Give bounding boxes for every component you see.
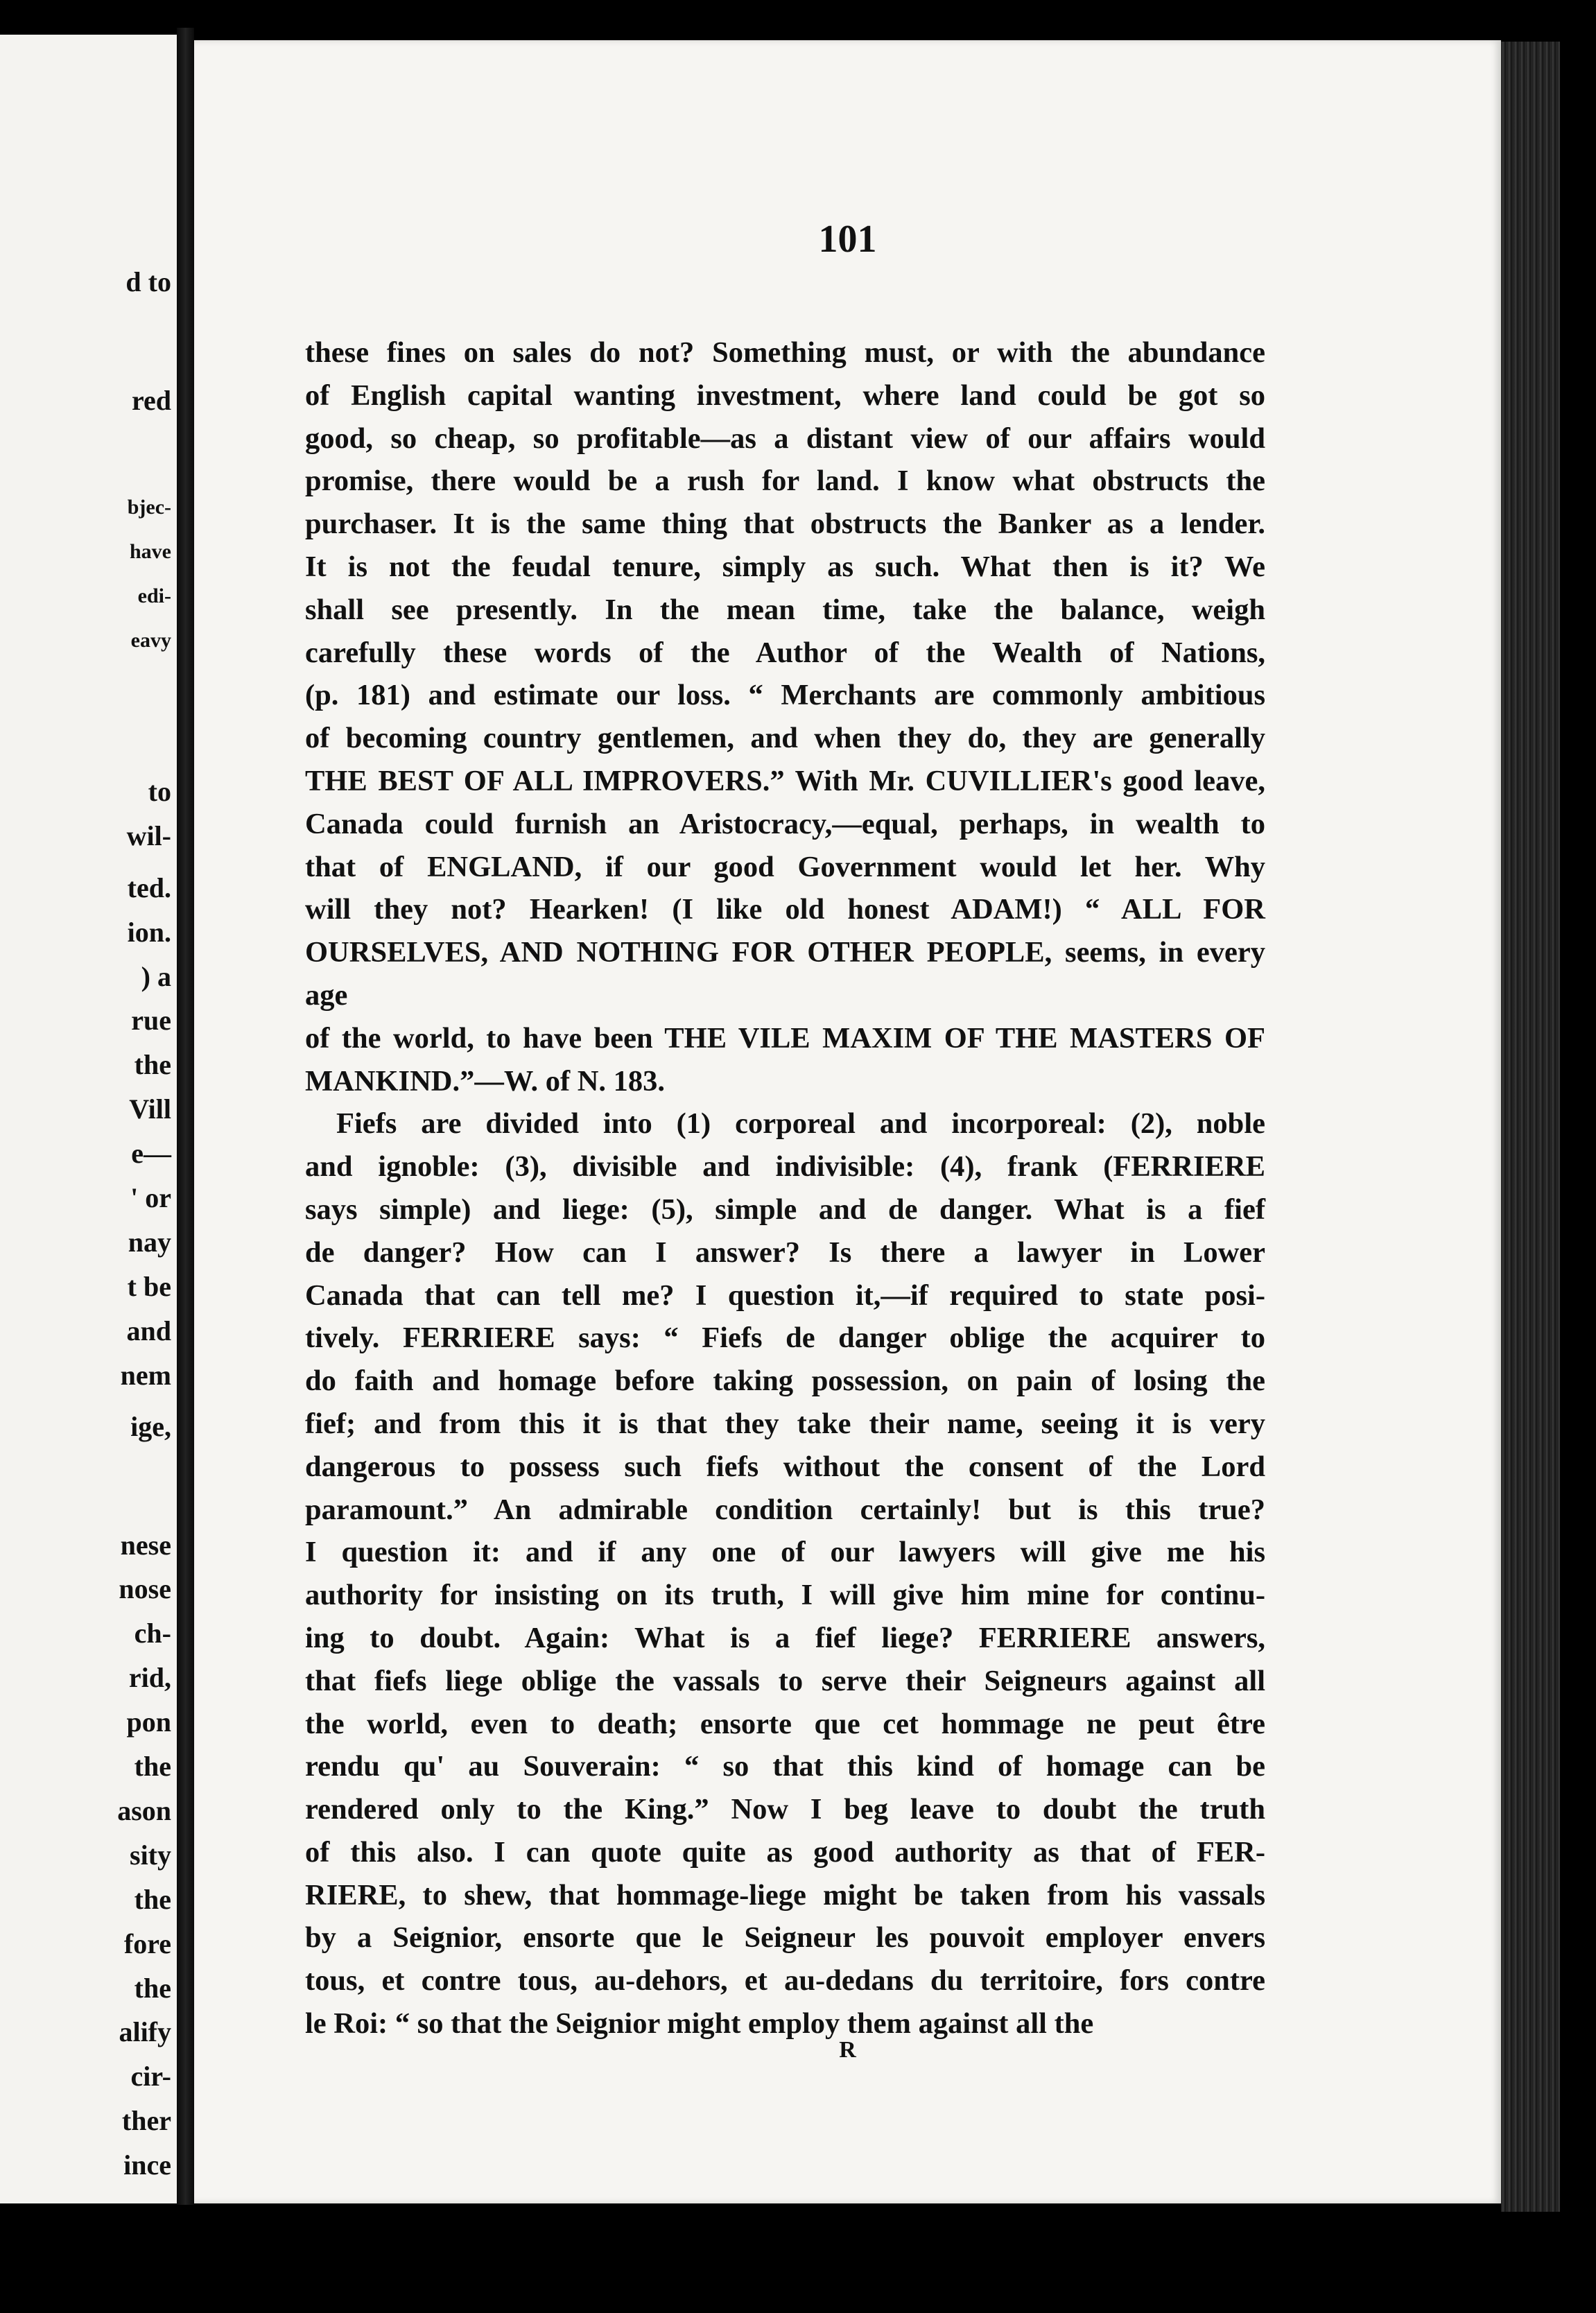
- text-line: do faith and homage before taking possession, on pain of losing the: [305, 1365, 1265, 1398]
- left-page-text-fragment: ion.: [127, 916, 171, 948]
- left-page-text-fragment: ason: [117, 1794, 171, 1826]
- text-line: of becoming country gentlemen, and when they do, they are generally: [305, 722, 1265, 755]
- left-page-text-fragment: to: [148, 776, 171, 808]
- left-page-text-fragment: the: [134, 1883, 171, 1915]
- left-page-text-fragment: t be: [127, 1270, 171, 1302]
- text-line: Fiefs are divided into (1) corporeal and incorporeal: (2), noble: [336, 1107, 1265, 1141]
- text-line: Canada could furnish an Aristocracy,—equal, perhaps, in wealth to: [305, 807, 1265, 840]
- left-page-text-fragment: ince: [123, 2149, 171, 2181]
- left-page-text-fragment: Vill: [129, 1093, 171, 1125]
- left-page-text-fragment: the: [134, 1972, 171, 2004]
- text-line: fief; and from this it is that they take their name, seeing it is very: [305, 1407, 1265, 1440]
- text-line: dangerous to possess such fiefs without the consent of the Lord: [305, 1450, 1265, 1483]
- left-page-text-fragment: edi-: [137, 584, 171, 607]
- left-page-text-fragment: ) a: [141, 960, 171, 992]
- text-line: RIERE, to shew, that hommage-liege might be taken from his vassals: [305, 1878, 1265, 1912]
- text-line: OURSELVES, AND NOTHING FOR OTHER PEOPLE, seems, in every age: [305, 936, 1265, 1012]
- left-page-text-fragment: rue: [131, 1005, 171, 1037]
- text-line: rendered only to the King.” Now I beg leave to doubt the truth: [305, 1793, 1265, 1826]
- left-page-text-fragment: the: [134, 1049, 171, 1081]
- text-line: by a Seignior, ensorte que le Seigneur les pouvoit employer envers: [305, 1921, 1265, 1955]
- left-page-text-fragment: fore: [123, 1928, 171, 1959]
- text-line: of the world, to have been THE VILE MAXIM OF THE MASTERS OF: [305, 1021, 1265, 1055]
- text-line: I question it: and if any one of our lawyers will give me his: [305, 1536, 1265, 1569]
- left-page-text-fragment: bjec-: [127, 495, 171, 519]
- text-line: THE BEST OF ALL IMPROVERS.” With Mr. CUVILLIER's good leave,: [305, 764, 1265, 797]
- text-line: says simple) and liege: (5), simple and de danger. What is a fief: [305, 1193, 1265, 1226]
- left-page-text-fragment: e—: [131, 1138, 171, 1170]
- text-line: carefully these words of the Author of the Wealth of Nations,: [305, 636, 1265, 669]
- left-page-text-fragment: ch-: [134, 1618, 171, 1649]
- left-page-text-fragment: nem: [120, 1359, 171, 1391]
- left-page-text-fragment: have: [130, 539, 171, 563]
- text-line: of English capital wanting investment, where land could be got so: [305, 379, 1265, 412]
- page-edges: [1501, 42, 1560, 2212]
- left-page-text-fragment: eavy: [130, 628, 171, 652]
- left-page-text-fragment: ther: [121, 2105, 171, 2137]
- left-page-text-fragment: alify: [119, 2016, 171, 2048]
- left-page-text-fragment: rid,: [128, 1662, 171, 1694]
- text-line: It is not the feudal tenure, simply as such. What then is it? We: [305, 550, 1265, 583]
- left-page-text-fragment: ige,: [130, 1411, 171, 1443]
- left-page-text-fragment: d to: [125, 266, 171, 298]
- text-line: the world, even to death; ensorte que cet hommage ne peut être: [305, 1707, 1265, 1740]
- text-line: tively. FERRIERE says: “ Fiefs de danger oblige the acquirer to: [305, 1322, 1265, 1355]
- left-page-text-fragment: wil-: [126, 820, 171, 852]
- text-line: rendu qu' au Souverain: “ so that this kind of homage can be: [305, 1750, 1265, 1783]
- left-page-text-fragment: ted.: [127, 872, 171, 903]
- text-line: paramount.” An admirable condition certainly! but is this true?: [305, 1493, 1265, 1526]
- text-line: and ignoble: (3), divisible and indivisible: (4), frank (FERRIERE: [305, 1150, 1265, 1184]
- left-page-fragment: [0, 35, 177, 2203]
- text-line: purchaser. It is the same thing that obstructs the Banker as a lender.: [305, 508, 1265, 541]
- left-page-text-fragment: nese: [120, 1529, 171, 1561]
- text-line: ing to doubt. Again: What is a fief liege? FERRIERE answers,: [305, 1621, 1265, 1654]
- text-line: authority for insisting on its truth, I will give him mine for continu-: [305, 1579, 1265, 1612]
- text-line: will they not? Hearken! (I like old honest ADAM!) “ ALL FOR: [305, 893, 1265, 926]
- text-line: de danger? How can I answer? Is there a lawyer in Lower: [305, 1236, 1265, 1269]
- text-line: that fiefs liege oblige the vassals to serve their Seigneurs against all: [305, 1664, 1265, 1697]
- text-line: that of ENGLAND, if our good Government would let her. Why: [305, 850, 1265, 883]
- text-line: tous, et contre tous, au-dehors, et au-dedans du territoire, fors contre: [305, 1964, 1265, 1998]
- text-line: Canada that can tell me? I question it,—if required to state posi-: [305, 1279, 1265, 1312]
- text-line: (p. 181) and estimate our loss. “ Merchants are commonly ambitious: [305, 679, 1265, 712]
- text-line: of this also. I can quote quite as good authority as that of FER-: [305, 1835, 1265, 1869]
- left-page-text-fragment: pon: [126, 1706, 171, 1738]
- text-line: MANKIND.”—W. of N. 183.: [305, 1064, 666, 1098]
- book-gutter: [177, 28, 194, 2205]
- main-page: [194, 40, 1501, 2203]
- left-page-text-fragment: nay: [128, 1226, 171, 1258]
- text-line: shall see presently. In the mean time, take the balance, weigh: [305, 593, 1265, 626]
- left-page-text-fragment: red: [131, 384, 171, 416]
- signature-mark: R: [839, 2037, 856, 2063]
- body-text: [305, 331, 1265, 2045]
- left-page-text-fragment: nose: [119, 1573, 171, 1605]
- text-line: le Roi: “ so that the Seignior might employ them against all the: [305, 2007, 1094, 2041]
- page-number: 101: [818, 218, 877, 261]
- text-line: promise, there would be a rush for land. I know what obstructs the: [305, 465, 1265, 498]
- left-page-text-fragment: and: [126, 1315, 171, 1346]
- text-line: these fines on sales do not? Something must, or with the abundance: [305, 336, 1265, 369]
- left-page-text-fragment: cir-: [130, 2061, 171, 2093]
- left-page-text-fragment: the: [134, 1751, 171, 1783]
- left-page-text-fragment: sity: [130, 1839, 171, 1871]
- left-page-text-fragment: ' or: [130, 1182, 171, 1213]
- text-line: good, so cheap, so profitable—as a distant view of our affairs would: [305, 422, 1265, 455]
